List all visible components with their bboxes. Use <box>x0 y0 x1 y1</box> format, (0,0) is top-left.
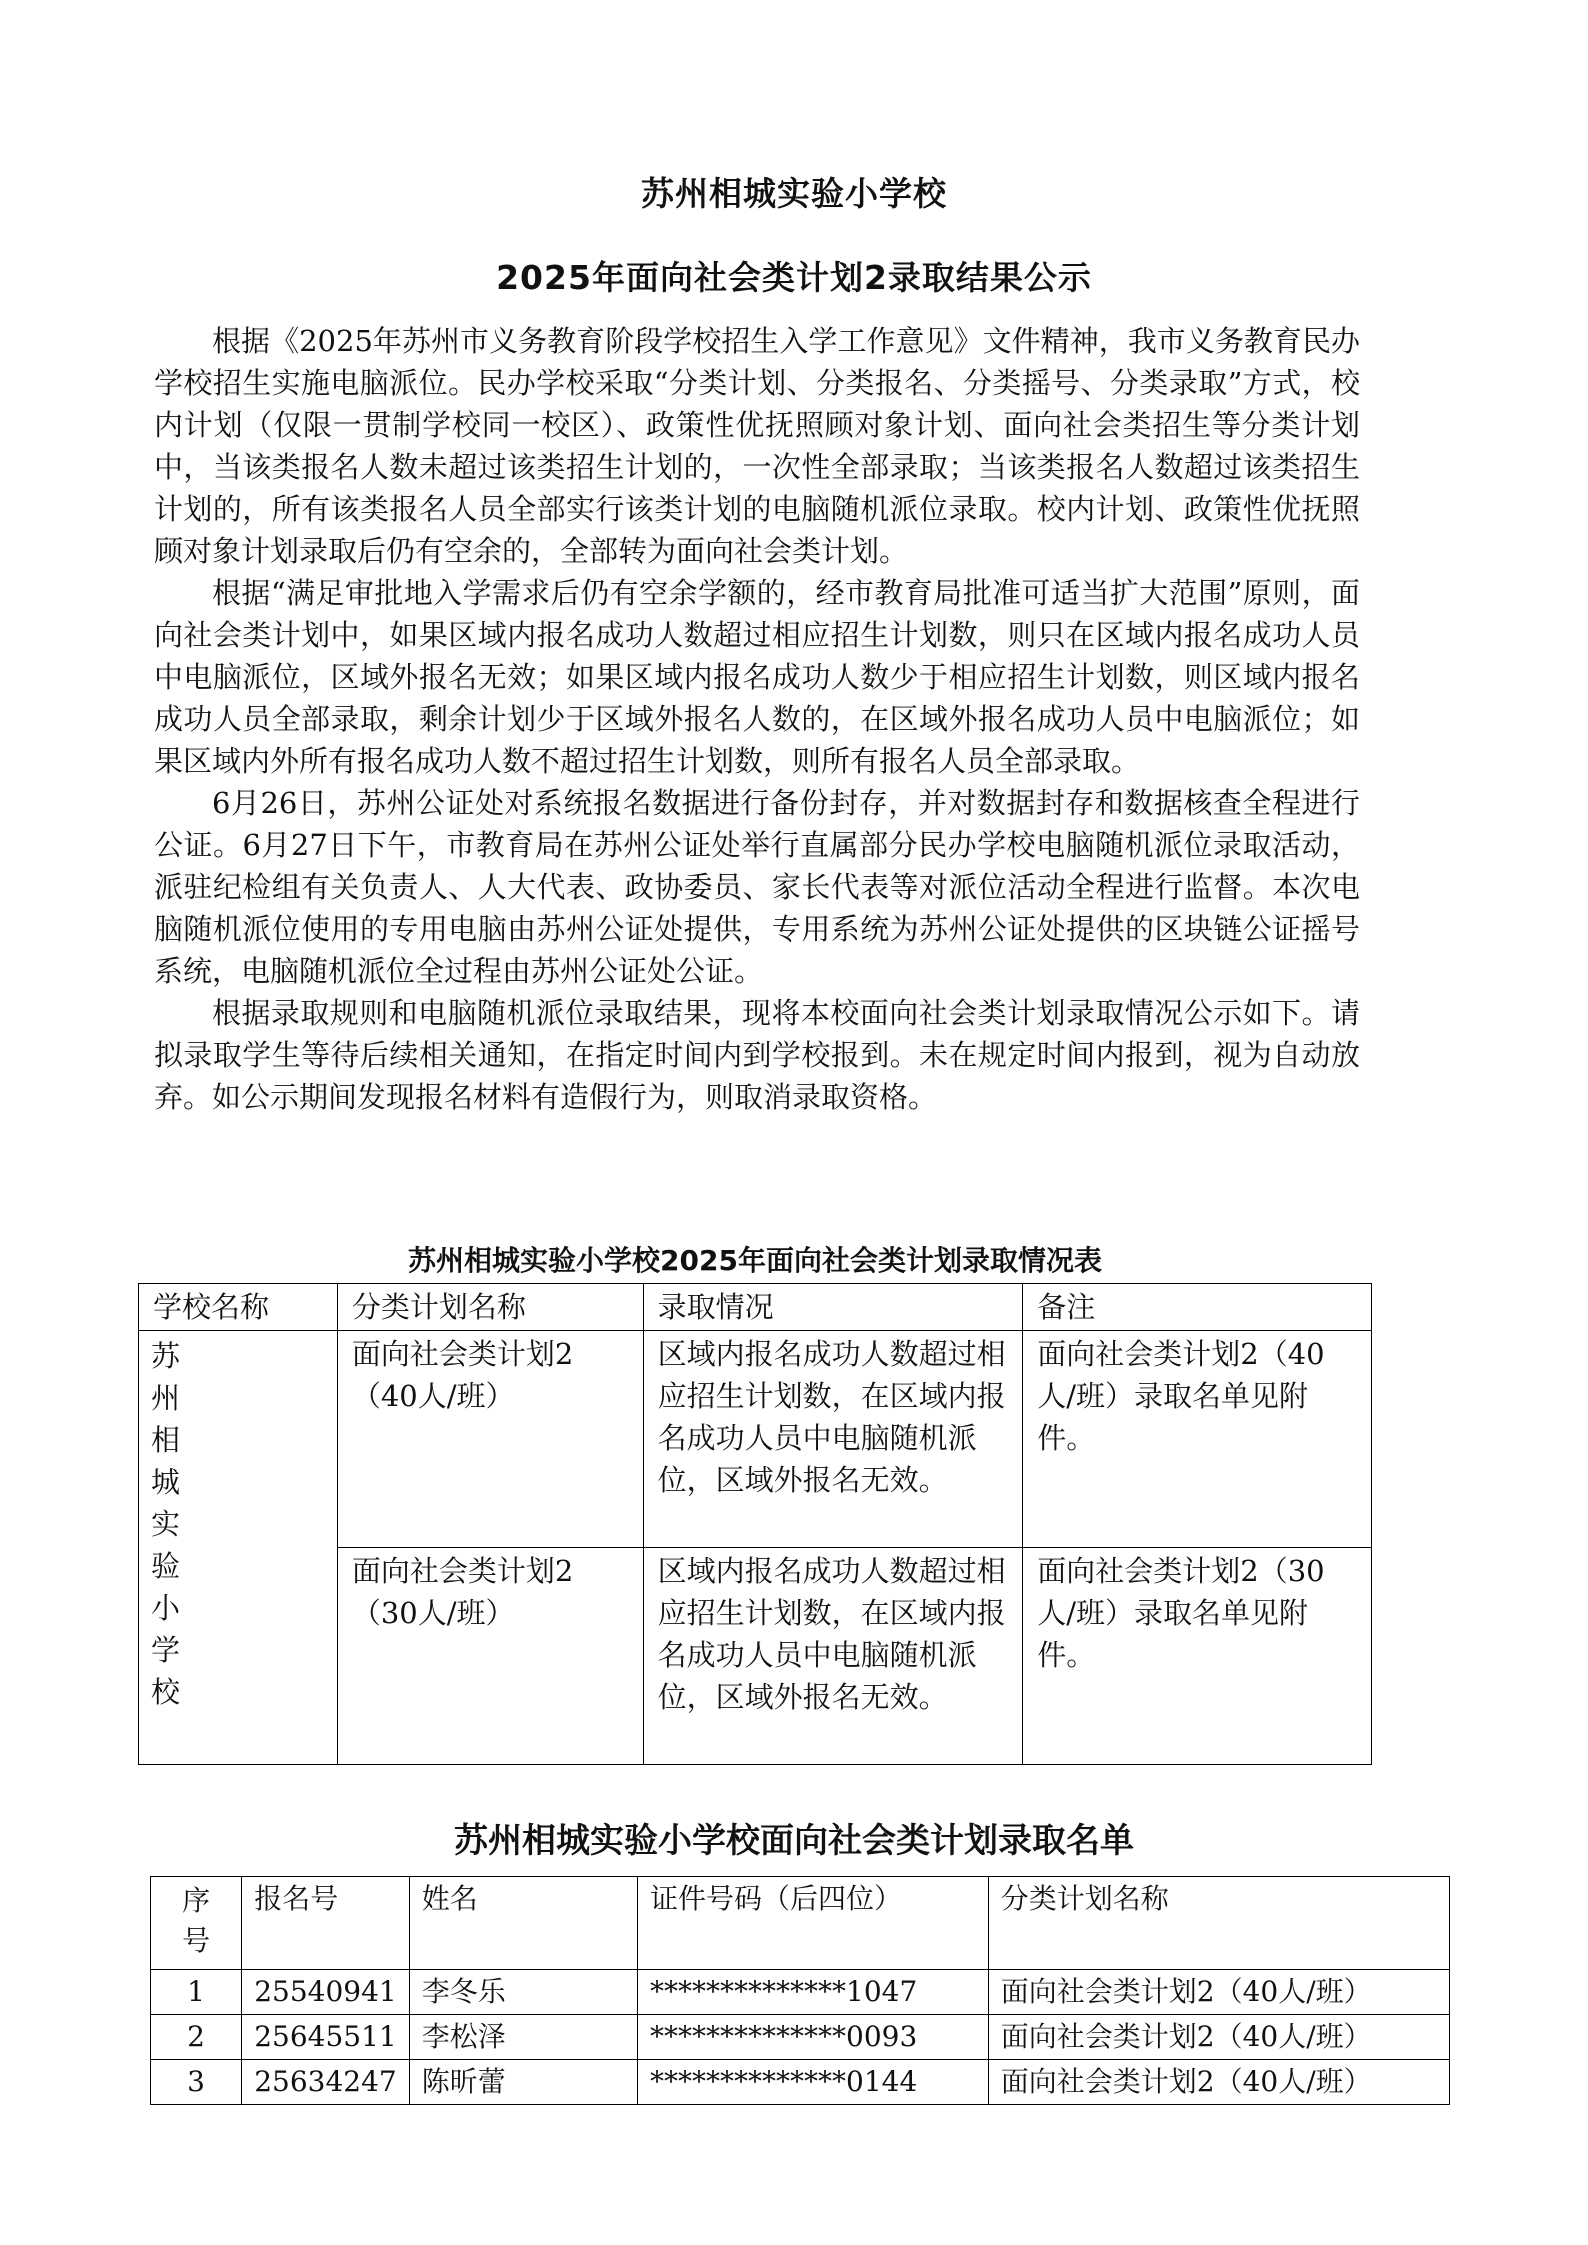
header-school-name: 学校名称 <box>139 1284 338 1331</box>
row-plan: 面向社会类计划2（40人/班） <box>988 2015 1449 2060</box>
summary-table <box>138 1283 1372 1765</box>
header-plan: 分类计划名称 <box>988 1877 1449 1970</box>
row-name: 李冬乐 <box>409 1970 637 2015</box>
summary-table-header <box>139 1284 1372 1331</box>
row-id: **************0144 <box>638 2060 989 2105</box>
header-id-last4: 证件号码（后四位） <box>638 1877 989 1970</box>
admission-list-table <box>150 1876 1450 2105</box>
document-subtitle: 2025年面向社会类计划2录取结果公示 <box>496 258 1092 297</box>
table-row <box>151 2060 1450 2105</box>
row-reg-no: 25634247 <box>242 2060 410 2105</box>
header-note: 备注 <box>1023 1284 1372 1331</box>
header-index-line1: 序 <box>182 1884 211 1917</box>
note-cell: 面向社会类计划2（30人/班）录取名单见附件。 <box>1023 1548 1372 1765</box>
header-plan-name: 分类计划名称 <box>337 1284 643 1331</box>
note-cell: 面向社会类计划2（40人/班）录取名单见附件。 <box>1023 1331 1372 1548</box>
school-name-cell <box>139 1331 338 1765</box>
row-index: 2 <box>151 2015 242 2060</box>
summary-row-1 <box>139 1331 1372 1548</box>
row-name: 陈昕蕾 <box>409 2060 637 2105</box>
school-char: 实 <box>151 1507 181 1541</box>
plan-name-cell: 面向社会类计划2（30人/班） <box>337 1548 643 1765</box>
admission-list-header <box>151 1877 1450 1970</box>
row-id: **************1047 <box>638 1970 989 2015</box>
row-plan: 面向社会类计划2（40人/班） <box>988 2060 1449 2105</box>
school-char: 小 <box>151 1591 181 1625</box>
summary-table-caption: 苏州相城实验小学校2025年面向社会类计划录取情况表 <box>408 1244 1102 1277</box>
school-char: 学 <box>151 1633 181 1667</box>
row-index: 3 <box>151 2060 242 2105</box>
header-admission-status: 录取情况 <box>643 1284 1023 1331</box>
school-char: 验 <box>151 1549 181 1583</box>
table-row <box>151 2015 1450 2060</box>
header-name: 姓名 <box>409 1877 637 1970</box>
row-index: 1 <box>151 1970 242 2015</box>
school-char: 苏 <box>151 1339 181 1373</box>
row-plan: 面向社会类计划2（40人/班） <box>988 1970 1449 2015</box>
document-title: 苏州相城实验小学校 <box>641 174 947 213</box>
admission-list-title: 苏州相城实验小学校面向社会类计划录取名单 <box>454 1821 1134 1861</box>
row-id: **************0093 <box>638 2015 989 2060</box>
row-name: 李松泽 <box>409 2015 637 2060</box>
paragraph-1: 根据《2025年苏州市义务教育阶段学校招生入学工作意见》文件精神，我市义务教育民办学校招生实施电脑派位。民办学校采取“分类计划、分类报名、分类摇号、分类录取”方式，校内计划（仅限一贯制学校同一校区）、政策性优抚照顾对象计划、面向社会类招生等分类计划中，当该类报名人数未超过该类招生计划的，一次性全部录取；当该类报名人数超过该类招生计划的，所有该类报名人员全部实行该类计划的电脑随机派位录取。校内计划、政策性优抚照顾对象计划录取后仍有空余的，全部转为面向社会类计划。 <box>154 324 1360 568</box>
paragraph-2: 根据“满足审批地入学需求后仍有空余学额的，经市教育局批准可适当扩大范围”原则，面向社会类计划中，如果区域内报名成功人数超过相应招生计划数，则只在区域内报名成功人员中电脑派位，区域外报名无效；如果区域内报名成功人数少于相应招生计划数，则区域内报名成功人员全部录取，剩余计划少于区域外报名人数的，在区域外报名成功人员中电脑派位；如果区域内外所有报名成功人数不超过招生计划数，则所有报名人员全部录取。 <box>154 576 1360 778</box>
table-row <box>151 1970 1450 2015</box>
header-index-line2: 号 <box>182 1924 211 1957</box>
paragraph-4: 根据录取规则和电脑随机派位录取结果，现将本校面向社会类计划录取情况公示如下。请拟录取学生等待后续相关通知，在指定时间内到学校报到。未在规定时间内报到，视为自动放弃。如公示期间发现报名材料有造假行为，则取消录取资格。 <box>154 996 1360 1114</box>
header-reg-no: 报名号 <box>242 1877 410 1970</box>
plan-name-cell: 面向社会类计划2（40人/班） <box>337 1331 643 1548</box>
row-reg-no: 25540941 <box>242 1970 410 2015</box>
school-char: 州 <box>151 1381 181 1415</box>
admission-status-cell: 区域内报名成功人数超过相应招生计划数，在区域内报名成功人员中电脑随机派位，区域外报名无效。 <box>643 1331 1023 1548</box>
school-char: 校 <box>151 1675 181 1709</box>
school-char: 相 <box>151 1423 181 1457</box>
paragraph-3: 6月26日，苏州公证处对系统报名数据进行备份封存，并对数据封存和数据核查全程进行公证。6月27日下午，市教育局在苏州公证处举行直属部分民办学校电脑随机派位录取活动，派驻纪检组有关负责人、人大代表、政协委员、家长代表等对派位活动全程进行监督。本次电脑随机派位使用的专用电脑由苏州公证处提供，专用系统为苏州公证处提供的区块链公证摇号系统，电脑随机派位全过程由苏州公证处公证。 <box>154 786 1360 988</box>
row-reg-no: 25645511 <box>242 2015 410 2060</box>
document-body <box>154 320 1360 1118</box>
school-char: 城 <box>151 1465 181 1499</box>
header-index <box>151 1877 242 1970</box>
admission-status-cell: 区域内报名成功人数超过相应招生计划数，在区域内报名成功人员中电脑随机派位，区域外报名无效。 <box>643 1548 1023 1765</box>
